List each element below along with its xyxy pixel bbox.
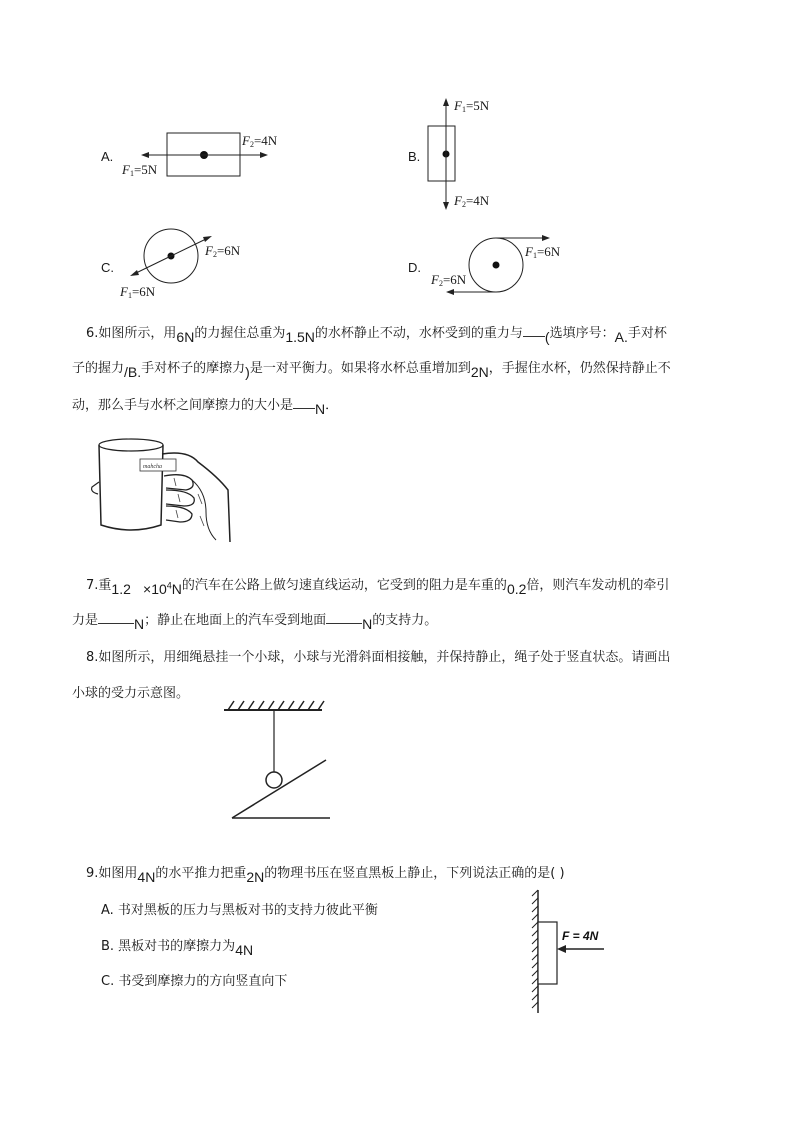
value: × (143, 581, 152, 597)
q8-line-1: 8.如图所示，用细绳悬挂一个小球，小球与光滑斜面相接触，并保持静止，绳子处于竖直状态。请画出 (86, 650, 671, 665)
q9-option-c[interactable]: C. 书受到摩擦力的方向竖直向下 (101, 974, 288, 989)
force-label-f2: $F_2=6N$ (205, 243, 241, 259)
q8-line-2: 小球的受力示意图。 (72, 686, 190, 701)
value: $10^4N$ (151, 580, 182, 597)
text: 的汽车在公路上做匀速直线运动，它受到的阻力是车重的 (181, 578, 507, 593)
q6-line-3 (72, 394, 339, 417)
q6-line-2 (72, 357, 671, 380)
value: 2N (470, 364, 489, 380)
q7-line-2 (72, 609, 438, 632)
force-label-f2: $F_2=4N$ (242, 133, 278, 149)
text: 子的握力 (72, 361, 125, 376)
text: 的支持力。 (372, 613, 438, 628)
text: 7.重 (86, 578, 112, 593)
paren: ( (544, 329, 550, 345)
hanging-ball-incline-figure (218, 698, 338, 828)
force-label-f1: $F_1=6N$ (120, 284, 156, 300)
text: 力是 (72, 613, 99, 628)
text: 倍，则汽车发动机的牵引 (526, 578, 670, 593)
q9-option-b[interactable] (101, 935, 254, 958)
text: 的水平推力把重 (155, 866, 247, 881)
value: 4N (137, 869, 156, 885)
value: N (315, 401, 326, 417)
value: 4N (235, 942, 254, 958)
answer-blank[interactable] (523, 324, 545, 337)
text: ；静止在地面上的汽车受到地面 (144, 613, 327, 628)
force-label-f2: $F_2=6N$ (431, 272, 467, 288)
text: 手对杯 (627, 326, 667, 341)
text: 手对杯子的摩擦力 (141, 361, 246, 376)
value: 1.5N (285, 329, 315, 345)
value: ) (245, 364, 250, 380)
question-6 (0, 0, 794, 560)
text: 是一对平衡力。如果将水杯总重增加到 (249, 361, 471, 376)
text: 9.如图用 (86, 866, 138, 881)
text: 的水杯静止不动，水杯受到的重力与 (314, 326, 523, 341)
text: B. 黑板对书的摩擦力为 (101, 939, 236, 954)
value: N (362, 616, 373, 632)
answer-blank[interactable] (98, 611, 134, 624)
value: A. (614, 329, 628, 345)
text: 的物理书压在竖直黑板上静止，下列说法正确的是( ) (264, 866, 565, 881)
question-8 (0, 640, 794, 840)
text: ，手握住水杯，仍然保持静止不 (488, 361, 671, 376)
hand-holding-cup-figure (88, 432, 238, 547)
answer-blank[interactable] (326, 611, 362, 624)
q7-line-1 (86, 574, 670, 597)
value: 6N (176, 329, 195, 345)
text: 的力握住总重为 (194, 326, 286, 341)
value: N (134, 616, 145, 632)
value: 2N (246, 869, 265, 885)
force-label: F = 4N (562, 929, 599, 943)
option-letter: B. (408, 149, 421, 164)
question-7 (0, 560, 794, 640)
q6-line-1 (86, 322, 667, 345)
question-9 (0, 840, 794, 1040)
force-label-f2: $F_2=4N$ (454, 193, 490, 209)
value: /B. (124, 364, 142, 380)
text: ． (325, 398, 339, 413)
value: 0.2 (506, 581, 527, 597)
text: 选填序号： (549, 326, 615, 341)
q9-line-1 (86, 862, 565, 885)
force-label-f1: $F_1=6N$ (525, 244, 561, 260)
option-letter: D. (408, 260, 421, 275)
option-letter: A. (101, 149, 114, 164)
force-label-f1: $F_1=5N$ (454, 98, 490, 114)
option-letter: C. (101, 260, 114, 275)
text: 动，那么手与水杯之间摩擦力的大小是 (72, 398, 294, 413)
value: 1.2 (111, 581, 131, 597)
q9-option-a[interactable]: A. 书对黑板的压力与黑板对书的支持力彼此平衡 (101, 903, 378, 918)
cup-label: mahcha (143, 464, 162, 470)
text: 6.如图所示，用 (86, 326, 177, 341)
force-label-f1: $F_1=5N$ (122, 162, 158, 178)
book-on-blackboard-figure (528, 888, 618, 1018)
answer-blank[interactable] (293, 396, 315, 409)
